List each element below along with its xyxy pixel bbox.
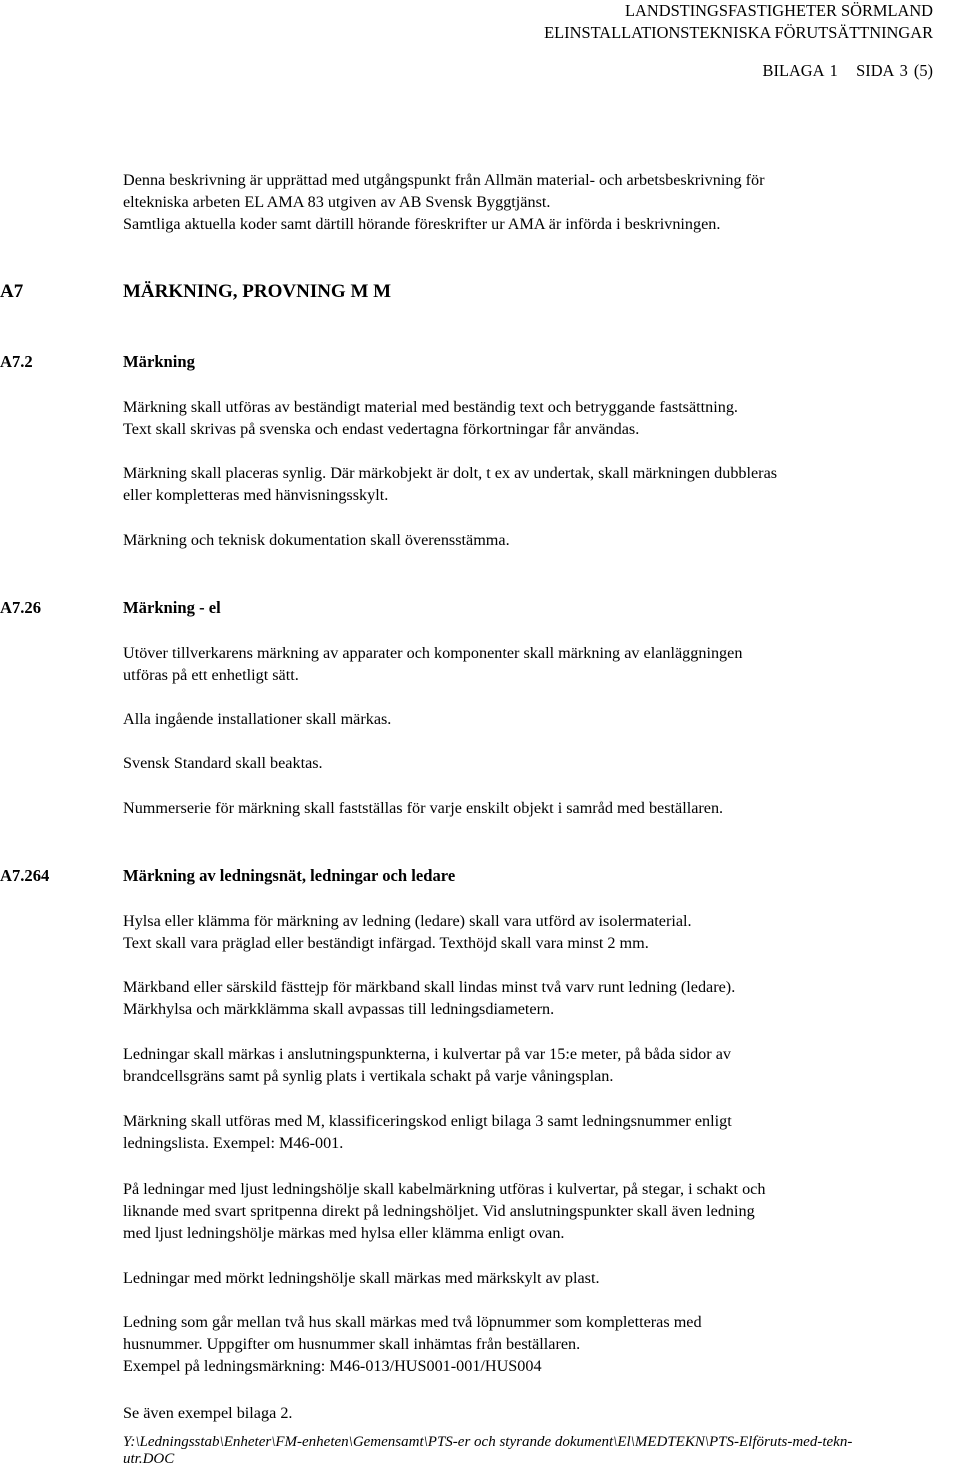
paragraph-line: husnummer. Uppgifter om husnummer skall inhämtas från beställaren. (123, 1335, 581, 1353)
paragraph-line: Märkning skall utföras av beständigt material med beständig text och betryggande fastsättning. (123, 398, 738, 416)
paragraph-line: Text skall skrivas på svenska och endast vedertagna förkortningar får användas. (123, 420, 640, 438)
footer-path-line: Y:\Ledningsstab\Enheter\FM-enheten\Gemensamt\PTS-er och styrande dokument\El\MEDTEKN\PTS-Elföruts-med-tekn- (123, 1434, 853, 1450)
paragraph-line: Ledningar med mörkt ledningshölje skall märkas med märkskylt av plast. (123, 1269, 600, 1287)
paragraph-line: Märkning skall placeras synlig. Där märkobjekt är dolt, t ex av undertak, skall märkningen dubbleras (123, 464, 778, 482)
paragraph-line: eller kompletteras med hänvisningsskylt. (123, 486, 389, 504)
a7-2-paragraph-1 (123, 396, 923, 440)
a7-264-paragraph-8 (123, 1402, 923, 1424)
paragraph-line: Märkning och teknisk dokumentation skall överensstämma. (123, 531, 510, 549)
section-title-a7: MÄRKNING, PROVNING M M (123, 281, 392, 302)
paragraph-line: utföras på ett enhetligt sätt. (123, 666, 299, 684)
a7-264-paragraph-1 (123, 910, 923, 954)
paragraph-line: Svensk Standard skall beaktas. (123, 754, 323, 772)
a7-2-paragraph-3 (123, 529, 923, 551)
header-page-ref: BILAGA 1 SIDA 3 (5) (762, 61, 933, 80)
a7-2-paragraph-2 (123, 462, 923, 506)
intro-line: Denna beskrivning är upprättad med utgångspunkt från Allmän material- och arbetsbeskrivning för (123, 171, 765, 189)
section-title-a7-2: Märkning (123, 352, 195, 371)
paragraph-line: Märkhylsa och märkklämma skall avpassas till ledningsdiametern. (123, 1000, 555, 1018)
intro-line: Samtliga aktuella koder samt därtill hörande föreskrifter ur AMA är införda i beskrivningen. (123, 215, 721, 233)
paragraph-line: På ledningar med ljust ledningshölje skall kabelmärkning utföras i kulvertar, på stegar, i schakt och (123, 1180, 766, 1198)
section-title-a7-264: Märkning av ledningsnät, ledningar och ledare (123, 866, 456, 885)
paragraph-line: Hylsa eller klämma för märkning av ledning (ledare) skall vara utförd av isolermaterial. (123, 912, 692, 930)
section-code-a7-26: A7.26 (0, 598, 42, 617)
footer-file-path (123, 1432, 953, 1470)
paragraph-line: Märkband eller särskild fästtejp för märkband skall lindas minst två varv runt ledning (ledare). (123, 978, 736, 996)
footer-path-line: utr.DOC (123, 1451, 175, 1467)
section-code-a7-264: A7.264 (0, 866, 50, 885)
paragraph-line: Ledning som går mellan två hus skall märkas med två löpnummer som kompletteras med (123, 1313, 702, 1331)
paragraph-line: brandcellsgräns samt på synlig plats i vertikala schakt på varje våningsplan. (123, 1067, 614, 1085)
paragraph-line: Nummerserie för märkning skall fastställas för varje enskilt objekt i samråd med beställaren. (123, 799, 724, 817)
paragraph-line: ledningslista. Exempel: M46-001. (123, 1134, 344, 1152)
a7-264-paragraph-7 (123, 1311, 923, 1377)
paragraph-line: Alla ingående installationer skall märkas. (123, 710, 392, 728)
a7-26-paragraph-3 (123, 752, 923, 774)
paragraph-line: Ledningar skall märkas i anslutningspunkterna, i kulvertar på var 15:e meter, på båda sidor av (123, 1045, 731, 1063)
header-doc-title: ELINSTALLATIONSTEKNISKA FÖRUTSÄTTNINGAR (544, 23, 933, 42)
paragraph-line: med ljust ledningshölje märkas med hylsa eller klämma enligt ovan. (123, 1224, 565, 1242)
paragraph-line: Se även exempel bilaga 2. (123, 1404, 293, 1422)
intro-line: eltekniska arbeten EL AMA 83 utgiven av AB Svensk Byggtjänst. (123, 193, 551, 211)
paragraph-line: Exempel på ledningsmärkning: M46-013/HUS001-001/HUS004 (123, 1357, 542, 1375)
a7-264-paragraph-4 (123, 1110, 923, 1154)
section-code-a7: A7 (0, 281, 24, 302)
a7-26-paragraph-1 (123, 642, 923, 686)
a7-26-paragraph-4 (123, 797, 923, 819)
a7-264-paragraph-6 (123, 1267, 923, 1289)
paragraph-line: liknande med svart spritpenna direkt på ledningshöljet. Vid anslutningspunkter skall även ledning (123, 1202, 755, 1220)
section-code-a7-2: A7.2 (0, 352, 33, 371)
a7-264-paragraph-5 (123, 1178, 923, 1244)
a7-264-paragraph-3 (123, 1043, 923, 1087)
paragraph-line: Märkning skall utföras med M, klassificeringskod enligt bilaga 3 samt ledningsnummer enligt (123, 1112, 732, 1130)
a7-264-paragraph-2 (123, 976, 923, 1020)
paragraph-line: Utöver tillverkarens märkning av apparater och komponenter skall märkning av elanläggningen (123, 644, 743, 662)
section-title-a7-26: Märkning - el (123, 598, 221, 617)
a7-26-paragraph-2 (123, 708, 923, 730)
paragraph-line: Text skall vara präglad eller beständigt infärgad. Texthöjd skall vara minst 2 mm. (123, 934, 649, 952)
intro-paragraph (123, 169, 923, 235)
header-org: LANDSTINGSFASTIGHETER SÖRMLAND (625, 1, 933, 20)
